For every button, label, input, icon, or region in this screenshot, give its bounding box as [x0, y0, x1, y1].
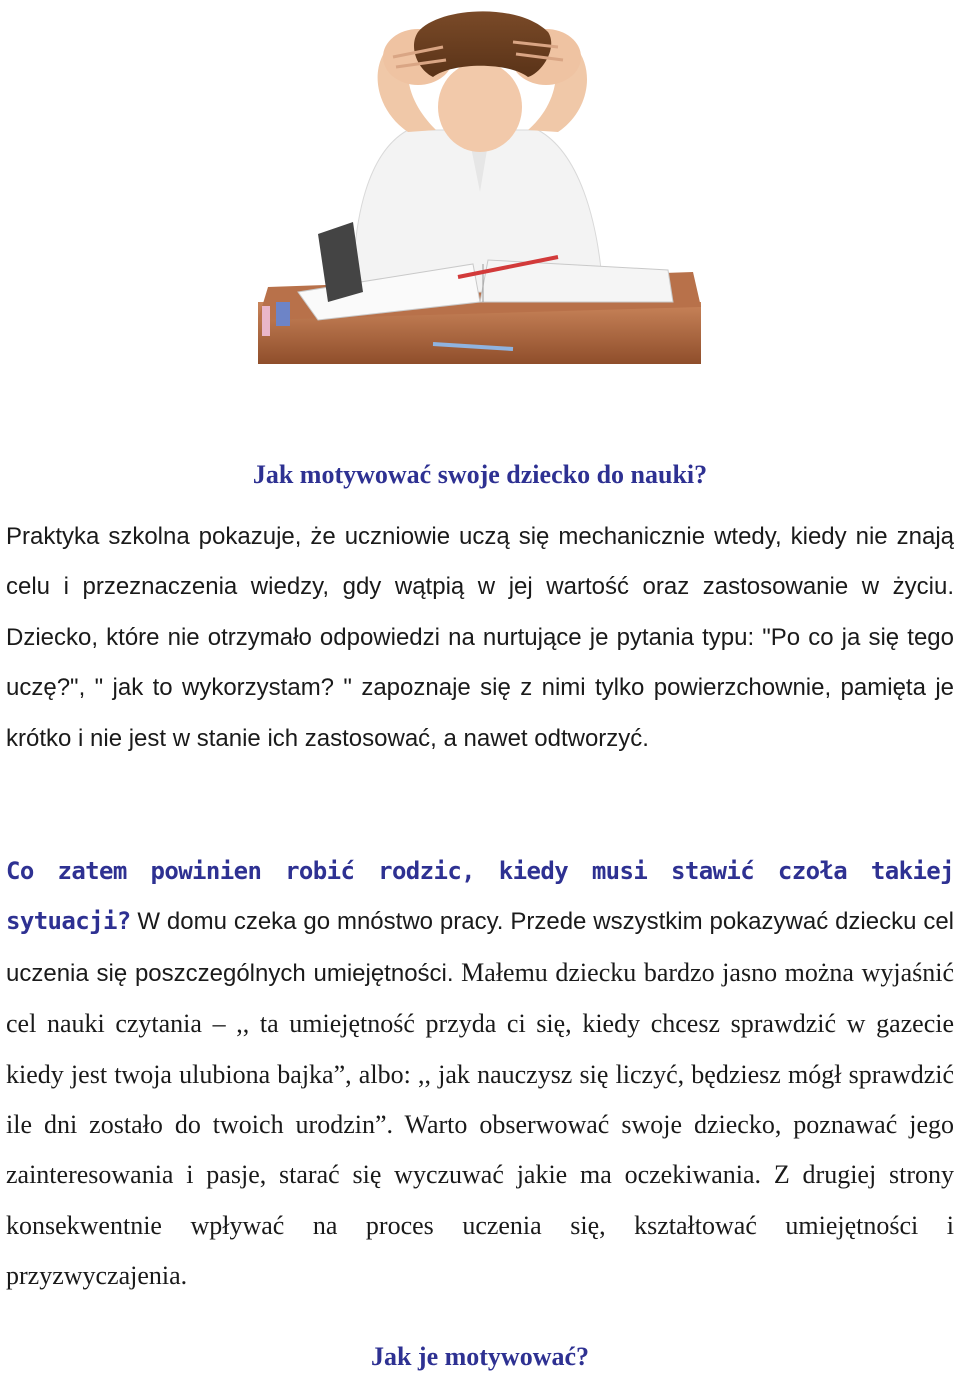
intro-paragraph — [6, 512, 954, 764]
advice-sentence-1: W domu czeka go mnóstwo pracy. — [137, 908, 504, 936]
advice-paragraph — [6, 846, 954, 1302]
advice-sentence-3: Małemu dziecku bardzo jasno można wyjaśnić cel nauki czytania – ,, ta umiejętność przyda ci się, kiedy chcesz sprawdzić w gazecie kiedy jest twoja ulubiona bajka”, albo: ,, jak nauczysz się liczyć, będziesz mógł sprawdzić ile dni zostało do twoich urodzin”. Warto obserwować swoje dziecko, poznawać jego zainteresowania i pasje, starać się wyczuwać jakie ma oczekiwania. Z drugiej strony konsekwentnie wpływać na proces uczenia się, kształtować umiejętności i przyzwyczajenia. — [6, 957, 954, 1291]
intro-paragraph-text: Praktyka szkolna pokazuje, że uczniowie uczą się mechanicznie wtedy, kiedy nie znają celu i przeznaczenia wiedzy, gdy wątpią w jej wartość oraz zastosowanie w życiu. Dziecko, które nie otrzymało odpowiedzi na nurtujące je pytania typu: "Po co ja się tego uczę?", " jak to wykorzystam? " zapoznaje się z nimi tylko powierzchownie, pamięta je krótko i nie jest w stanie ich zastosować, a nawet odtworzyć. — [6, 523, 954, 752]
article-title: Jak motywować swoje dziecko do nauki? — [252, 460, 708, 489]
question-heading: Co zatem powinien robić rodzic, kiedy musi stawić czoła takiej sytuacji? — [6, 857, 954, 936]
section-heading: Jak je motywować? — [370, 1342, 590, 1371]
student-photo — [258, 2, 701, 364]
advice-sentence-2: Przede wszystkim pokazywać dziecku cel uczenia się poszczególnych umiejętności. — [6, 908, 955, 987]
